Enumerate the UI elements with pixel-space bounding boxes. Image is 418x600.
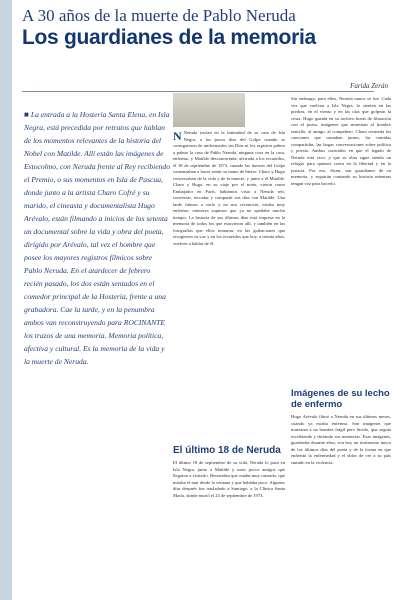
header-photo [173,93,245,127]
body-text-3-bottom: Hugo Arévalo filmó a Neruda en sus últimos meses, cuando ya estaba enfermo. Son imágenes que muestran a un hombre frágil pero lúcido, que seguía escribiendo y dictando sus memorias. Esas imágenes, guardadas durante años, son hoy un testimonio único de los últimos días del poeta y de la forma en que enfrentó la enfermedad y el dolor de ver a su país sumido en la violencia. [291,414,391,465]
article-deck [24,108,170,368]
byline: Farida Zerán [350,82,388,90]
drop-cap: N [173,129,182,143]
article-kicker: A 30 años de la muerte de Pablo Neruda [22,6,296,25]
title-rule [22,91,374,92]
article-title: Los guardianes de la memoria [22,26,316,49]
body-text-2-top: Neruda yacían en la intimidad de su casa de Isla Negra, a los pocos días del Golpe cuando se consiguieron de uniformados sin Dios ni ley registrar palmo a palmo la casa de Pablo Neruda, ninguna cosa en la casa, enfermo, y Matilde desconcertada, aferrada a los recuerdos, el 18 de septiembre de 1973, cuando las fuerzas del Golpe comenzaban a hacer sentir su mano de hierro. Charo y Hugo conversaban de la vida y de la muerte, y junto a él Matilde. Charo y Hugo, en su viaje por el norte, vieron como Embajador en París, habíamos visto a Neruda reír, conversar, recordar y compartir sus días con Matilde. Una tarde fuimos a verlo y no nos reconoció, estaba muy enfermo; entonces supimos que ya no quedaba mucho tiempo. La historia de sus últimos días está impresa en la memoria de todos los que estuvieron allí, y también en las fotografías que ellos tomaron, en las grabaciones que recogieron su voz y en los recuerdos que hoy, a treinta años, vuelven a hablar de él. [173,130,285,246]
subheading-lecho-enfermo: Imágenes de su lecho de enfermo [291,388,390,410]
deck-text: La entrada a la Hostería Santa Elena, en Isla Negra, está precedida por retratos que hablan de los momentos relevantes de la historia del Nobel con Matilde. Allí están las imágenes de Estocolmo, con Neruda frente al Rey recibiendo el Premio, o sus momentos en Isla de Pascua, donde junto a la artista Charo Cofré y su marido, el cineasta y documentalista Hugo Arévalo, están filmando a inicios de los setenta un documental sobre la vida y obra del poeta, dirigido por Arévalo, tal vez el hombre que posee los mayores registros fílmicos sobre Pablo Neruda. En el atardecer de febrero recién pasado, los dos están sentados en el comedor principal de la Hostería, frente a una grabadora. Cae la tarde, y en la penumbra ambos van reconstruyendo para ROCINANTE los trazos de una memoria. Memoria política, afectiva y cultural. Es la memoria de la vida y la muerte de Neruda. [24,110,171,366]
body-text-2-bottom: El último 18 de septiembre de su vida, Neruda lo pasó en Isla Negra, junto a Matilde y unos pocos amigos que llegaron a visitarlo. Recuerdan que estaba muy cansado, que miraba el mar desde la ventana y que hablaba poco. Algunos días después fue trasladado a Santiago, a la Clínica Santa María, donde murió el 23 de septiembre de 1973. [173,460,285,498]
body-column-3-top [291,96,391,187]
subheading-ultimo-18: El último 18 de Neruda [173,445,281,456]
body-column-3-bottom [291,414,391,466]
deck-bullet: ■ [24,110,29,119]
body-column-2-bottom [173,460,285,499]
body-column-2-top [173,130,285,247]
decorative-side-strip [0,0,12,600]
body-text-3-top: Sin embargo, para ellos, Neruda nunca se fue. Cada vez que vuelven a Isla Negra, lo sienten en las piedras, en el viento y en las olas que golpean la costa. Hugo guarda en su archivo horas de filmación con el poeta, imágenes que muestran al hombre sencillo, al amigo, al compañero. Charo recuerda las canciones que cantaban juntos, las comidas compartidas, las largas conversaciones sobre política y poesía. Ambos coinciden en que el legado de Neruda está vivo, y que su obra sigue siendo un refugio para quienes creen en la libertad y en la justicia. Por eso, dicen, son guardianes de su memoria, y seguirán contando su historia mientras tengan voz para hacerlo. [291,96,391,186]
